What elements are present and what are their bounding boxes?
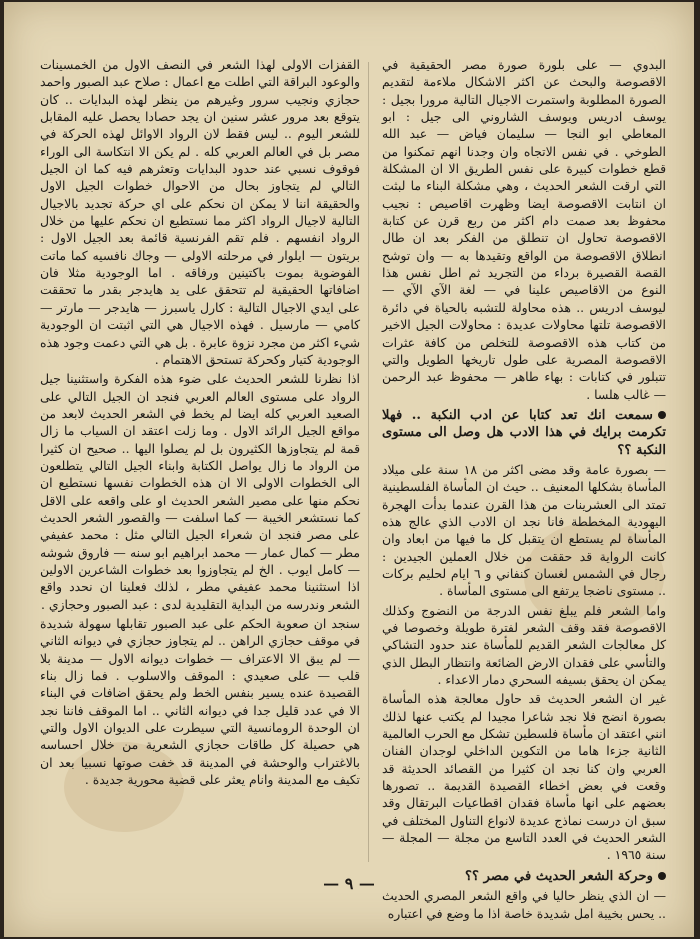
paragraph: غير ان الشعر الحديث قد حاول معالجة هذه المأساة بصورة انضج فلا نجد شاعرا مجيدا لم يكتب عنها لذلك انني اعتقد ان مأساة فلسطين تشكل مع الحرب العالمية الثانية جزءا هاما من التكوين الداخلي لوجدان الفنان العربي وان كنا نجد ان كثيرا من القصائد الحديثة قد وقعت في بعض اخطاء القصيدة القديمة .. تصورها بعضهم على انها مأساة فقدان اقطاعيات البرتقال وقد سبق ان درست نماذج عديدة لانواع التناول المختلف في الشعر الحديث في العدد التاسع من مجلة — المجلة — سنة ١٩٦٥ . (382, 691, 666, 863)
paragraph: — ان الذي ينظر حاليا في واقع الشعر المصري الحديث .. يحس بخيبة امل شديدة خاصة اذا ما وضع في اعتباره (382, 888, 666, 921)
left-column (40, 56, 360, 788)
paragraph: — بصورة عامة وقد مضى اكثر من ١٨ سنة على ميلاد المأساة بشكلها المعنيف .. حيث ان المأساة الفلسطينية تمتد الى العشرينات من هذا القرن عندما بدأت الهجرة اليهودية المخططة فانا نجد ان الادب الذي عالج هذه المأساة لم يستطع ان يتقبل كل ما فيها من ابعاد وان كانت الرواية قد حققت من خلال العملين الجيدين : رجال في الشمس لغسان كنفاني و ٦ ايام لحليم بركات .. مستوى ناضجا يرتفع الى مستوى المأساة . (382, 461, 666, 599)
paragraph: واما الشعر فلم يبلغ نفس الدرجة من النضوج وكذلك الاقصوصة فقد وقف الشعر لفترة طويلة وخصوصا في كل معالجات الشعر القديم للمأساة عند حدود التشاكي والتأسي على فقدان الارض الضائعة وانتظار البطل الذي يمكن ان يحقق بسيفه السحري دمار الاعداء . (382, 602, 666, 688)
paragraph: البدوي — على بلورة صورة مصر الحقيقية في الاقصوصة والبحث عن اكثر الاشكال ملاءمة لتقديم الصورة المطلوبة واستمرت الاجيال التالية مرورا بجيل : يوسف ادريس ويوسف الشاروني الى جيل : ابو المعاطي ابو النجا — سليمان فياض — عبد الله الطوخي . في نفس الاتجاه وان وجدنا انهم تمكنوا من قطع خطوات كبيرة على نفس الطريق الا ان المشكلة التي ارقت الشعر الحديث ، وهي مشكلة البناء ما لبثت ان انتابت الاقصوصة ايضا وظهرت اقاصيص : نجيب محفوظ بعد صمت دام اكثر من ربع قرن عن كتابة الاقصوصة تحاول ان تنطلق من الفكر بعد ان طال انطلاق الاقصوصة من الواقع وتقيدها به — وان توشح القصة القصيرة برداء من التجريد ثم اطل نفس هذا النوع من الاقاصيص علينا في — لغة الآي الآي — ليوسف ادريس .. هذه محاولة للتشبه بالحياة في دائرة الاقصوصة تلتها محاولات عديدة : محاولات الجيل الاخير من كتاب هذه الاقصوصة للتخلص من كافة عثرات الاقصوصة المصرية على طول تاريخها الطويل والتي تتبلور في كتابات : بهاء طاهر — محفوظ عبد الرحمن — غالب هلسا . (382, 57, 666, 402)
question-text: وحركة الشعر الحديث في مصر ؟؟ (465, 868, 653, 884)
paragraph: اذا نظرنا للشعر الحديث على ضوء هذه الفكرة واستثنينا جيل الرواد على مستوى العالم العربي فنجد ان الجيل التالي على الصعيد العربي كله ايضا لم يخط في الشعر الحديث لابعد من مواقع الجيل الرائد الاول . وما زلت اعتقد ان السياب ما زال قمة لم يتجاوزها الكثيرون بل لم يصلوا اليها .. صحيح ان كثيرا من الرواد ما زال يواصل الكتابة وابناء الجيل التالي يتطلعون الى الخطوات الاولى الا ان هذه الخطوات نفسها نستطيع ان نحكم منها على مصير الشعر الحديث او على واقعه على الاقل كما نستشعر الخيبة — كما اسلفت — والقصور الشعر الحديث على مصر فنجد ان شعراء الجيل التالي مثل : محمد عفيفي مطر — كمال عمار — محمد ابراهيم ابو سنه — فاروق شوشه — كامل ايوب . الخ لم يتجاوزوا بعد خطوات الشاعرين الاولين اذا استثنينا محمد عفيفي مطر ، لذلك فعلينا ان نحدد واقع الشعر وندرسه من البداية التقليدية لدى : عبد الصبور وحجازي . (40, 371, 360, 612)
right-column (382, 56, 666, 922)
interview-question (382, 868, 666, 885)
paragraph: سنجد ان صعوبة الحكم على عبد الصبور تقابلها سهولة شديدة في موقف حجازي الراهن .. لم يتجاوز حجازي في ديوانه الثاني — لم يبق الا الاعتراف — خطوات ديوانه الاول — مدينة بلا قلب — على صعيدي : الموقف والاسلوب . فما زال بناء القصيدة عنده يسير بنفس الخط ولم يحقق اضافات في البناء الا في عدد قليل جدا في ديوانه الثاني .. اما الموقف فاننا نجد ان الوحدة الرومانسية التي سيطرت على الديوان الاول والتي هي حصيلة كل طاقات حجازي الشعرية من خلال احساسه بالاغتراب والوحشة في المدينة قد خفت صوتها نسبيا بعد ان تكيف مع المدينة وانام يعثر على قضية محورية جديدة . (40, 616, 360, 788)
bullet-icon (658, 411, 666, 419)
interview-question (382, 407, 666, 459)
bullet-icon (658, 872, 666, 880)
column-gutter (368, 62, 369, 862)
question-text: سمعت انك تعد كتابا عن ادب النكبة .. فهلا تكرمت برايك في هذا الادب هل وصل الى مستوى النكبة ؟؟ (382, 407, 666, 458)
paragraph: القفزات الاولى لهذا الشعر في النصف الاول من الخمسينات والوعود البراقة التي اطلت مع اعمال : صلاح عبد الصبور واحمد حجازي ونجيب سرور وغيرهم من ينظر لهذه البدايات .. كان يتوقع بعد مرور عشر سنين ان يجد حصادا يحصل عليه المقابل للشعر اليوم .. ليس فقط لان الرواد الاوائل لهذه الحركة في مصر بل في العالم العربي كله . لم يكن الا انتكاسة الى الوراء فوقوف نسبي عند حدود البدايات وتعثرهم فيه كما ان الجيل التالي لم يتجاوز بحال من الاحوال خطوات الجيل الاول والحقيقة اننا لا يمكن ان نحكم على اي حركة تجديد بالاجيال التالية لاجيال الرواد اكثر مما نستطيع ان نحكم عليها من خلال الرواد انفسهم . فلم تقم الفرنسية قائمة بعد الجيل الاول : بريتون — ايلوار في مرحلته الاولى — وجاك نافسيه كما ماتت الفوضوية بموت باكتينين ورفاقه . اما الوجودية مثلا فان اضافاتها الحقيقية لم تتحقق على يد هايدجر بقدر ما تحققت على ايدي الاجيال التالية : كارل ياسبرز — هايدجر — مارتر — كامي — مارسيل . فهذه الاجيال هي التي اثبتت ان الوجودية شيء اكثر من مجرد نزوة عابرة . بل هي التي دعمت وجود هذه الوجودية كتيار وكحركة تستحق الاهتمام . (40, 57, 360, 367)
page-number: — ٩ — (323, 874, 375, 893)
magazine-page (4, 2, 694, 937)
